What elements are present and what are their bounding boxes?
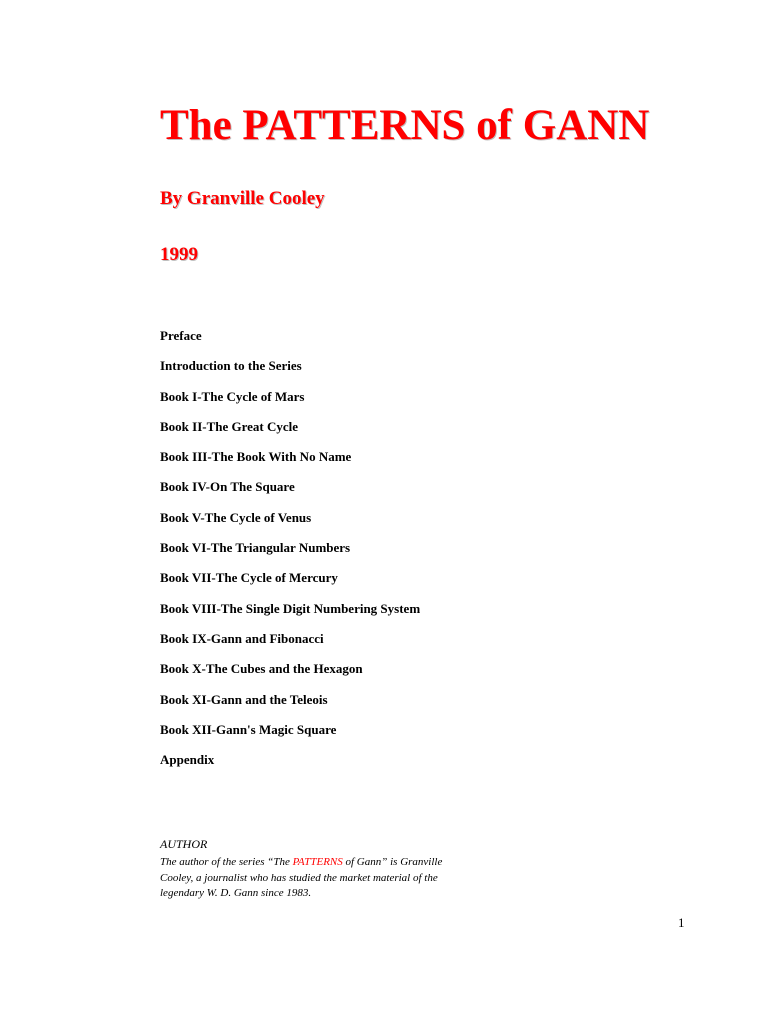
document-title: The PATTERNS of GANN xyxy=(160,102,650,149)
author-text-highlight: PATTERNS xyxy=(292,856,343,868)
toc-item-book-1: Book I-The Cycle of Mars xyxy=(160,388,305,404)
toc-item-book-12: Book XII-Gann's Magic Square xyxy=(160,721,337,737)
toc-item-preface: Preface xyxy=(160,328,202,343)
toc-item-book-6: Book VI-The Triangular Numbers xyxy=(160,540,351,556)
author-text-start: The author of the series “The xyxy=(160,856,293,868)
toc-item-book-8: Book VIII-The Single Digit Numbering System xyxy=(160,600,421,616)
toc-item-book-11: Book XI-Gann and the Teleois xyxy=(160,691,328,707)
author-text-end: of Gann” is Granville Cooley, a journalist who has studied the market material of the legendary W. D. Gann since 1983. xyxy=(160,856,443,899)
toc-item-appendix: Appendix xyxy=(160,752,215,768)
publication-year: 1999 xyxy=(160,244,198,265)
author-description xyxy=(160,855,460,902)
toc-item-book-3: Book III-The Book With No Name xyxy=(160,449,352,465)
toc-item-book-9: Book IX-Gann and Fibonacci xyxy=(160,630,324,646)
table-of-contents xyxy=(160,327,420,781)
toc-item-book-2: Book II-The Great Cycle xyxy=(160,418,299,434)
author-heading: AUTHOR xyxy=(160,837,208,851)
author-byline: By Granville Cooley xyxy=(160,188,325,209)
toc-item-book-4: Book IV-On The Square xyxy=(160,479,295,495)
page-number: 1 xyxy=(678,915,685,930)
toc-item-introduction: Introduction to the Series xyxy=(160,358,302,374)
toc-item-book-10: Book X-The Cubes and the Hexagon xyxy=(160,661,363,677)
toc-item-book-7: Book VII-The Cycle of Mercury xyxy=(160,570,338,586)
toc-item-book-5: Book V-The Cycle of Venus xyxy=(160,509,312,525)
